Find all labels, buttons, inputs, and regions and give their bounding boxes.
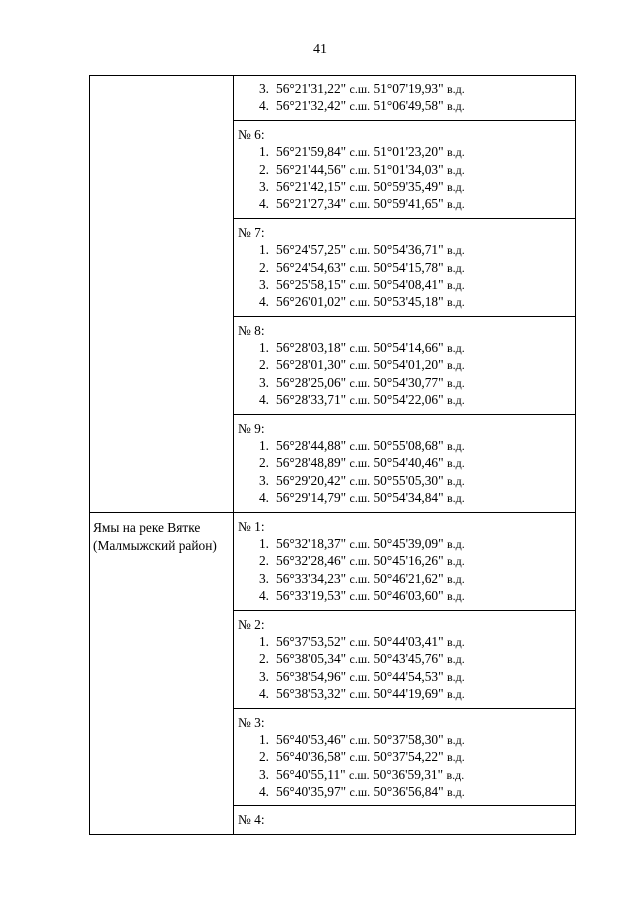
latitude-suffix: с.ш. — [349, 732, 371, 747]
longitude-value: 51°07'19,93" — [373, 81, 444, 96]
longitude-value: 51°06'49,58" — [373, 98, 444, 114]
coordinates-cell — [234, 708, 576, 806]
longitude-suffix: в.д. — [446, 145, 465, 160]
longitude-value: 50°54'36,71" — [373, 242, 444, 258]
coordinate-point — [238, 293, 575, 310]
longitude-suffix: в.д. — [446, 341, 465, 356]
longitude-value: 50°54'40,46" — [373, 455, 444, 471]
latitude-value: 56°40'53,46" — [276, 731, 347, 747]
longitude-suffix: в.д. — [446, 260, 465, 275]
latitude-value: 56°26'01,02" — [276, 294, 347, 310]
coordinate-point — [238, 731, 575, 748]
latitude-suffix: с.ш. — [349, 785, 371, 800]
point-coordinates — [276, 162, 465, 177]
coordinates-cell — [234, 512, 576, 610]
point-number: 2. — [258, 749, 269, 765]
latitude-suffix: с.ш. — [349, 767, 370, 782]
longitude-value: 50°45'39,09" — [373, 535, 444, 551]
point-coordinates — [276, 490, 465, 505]
point-number: 1. — [258, 535, 269, 551]
point-number: 4. — [258, 196, 269, 212]
latitude-value: 56°32'18,37" — [276, 535, 347, 551]
latitude-suffix: с.ш. — [349, 750, 371, 765]
coordinates-cell — [234, 218, 576, 316]
longitude-suffix: в.д. — [446, 652, 465, 667]
table-row — [90, 76, 576, 121]
coordinate-point — [238, 97, 575, 114]
coordinate-point — [238, 766, 575, 783]
longitude-suffix: в.д. — [446, 277, 465, 292]
latitude-value: 56°25'58,15" — [276, 276, 347, 292]
longitude-value: 50°37'54,22" — [373, 749, 444, 765]
point-number: 4. — [258, 294, 269, 310]
latitude-suffix: с.ш. — [349, 341, 371, 356]
point-number: 1. — [258, 144, 269, 160]
latitude-suffix: с.ш. — [349, 162, 371, 177]
longitude-value: 50°55'05,30" — [373, 472, 444, 488]
coordinate-point — [238, 80, 575, 97]
coordinate-point — [238, 748, 575, 765]
point-coordinates — [276, 571, 465, 586]
latitude-value: 56°40'35,97" — [276, 784, 347, 800]
latitude-value: 56°38'54,96" — [276, 668, 347, 684]
latitude-suffix: с.ш. — [349, 554, 371, 569]
longitude-suffix: в.д. — [446, 456, 465, 471]
point-coordinates — [276, 651, 465, 666]
point-coordinates — [276, 179, 465, 194]
coordinates-cell — [234, 610, 576, 708]
latitude-suffix: с.ш. — [349, 669, 371, 684]
point-coordinates — [276, 242, 465, 257]
latitude-value: 56°38'53,32" — [276, 686, 347, 702]
point-number: 4. — [258, 588, 269, 604]
latitude-suffix: с.ш. — [349, 375, 371, 390]
coordinates-cell — [234, 76, 576, 121]
point-number: 2. — [258, 455, 269, 471]
point-coordinates — [276, 277, 465, 292]
longitude-value: 50°46'03,60" — [373, 588, 444, 604]
longitude-value: 50°46'21,62" — [373, 570, 444, 586]
point-number: 1. — [258, 731, 269, 747]
longitude-suffix: в.д. — [446, 669, 465, 684]
latitude-suffix: с.ш. — [349, 393, 371, 408]
latitude-value: 56°28'03,18" — [276, 340, 347, 356]
longitude-value: 50°54'15,78" — [373, 259, 444, 275]
region-cell — [90, 76, 234, 513]
group-title: № 1: — [238, 518, 265, 534]
coordinates-cell — [234, 414, 576, 512]
latitude-suffix: с.ш. — [349, 145, 371, 160]
coordinate-point — [238, 374, 575, 391]
group-title: № 6: — [238, 126, 265, 142]
region-cell — [90, 512, 234, 834]
longitude-value: 50°54'22,06" — [373, 392, 444, 408]
group-title: № 2: — [238, 616, 265, 632]
point-coordinates — [276, 634, 465, 649]
latitude-value: 56°28'25,06" — [276, 374, 347, 390]
point-coordinates — [276, 553, 465, 568]
longitude-value: 50°53'45,18" — [373, 294, 444, 310]
coordinate-point — [238, 241, 575, 258]
latitude-suffix: с.ш. — [349, 358, 371, 373]
longitude-value: 50°54'30,77" — [373, 374, 444, 390]
longitude-value: 50°55'08,68" — [373, 438, 444, 454]
coordinate-point — [238, 472, 575, 489]
latitude-suffix: с.ш. — [349, 82, 371, 96]
point-number: 2. — [258, 357, 269, 373]
point-coordinates — [276, 686, 465, 701]
point-number: 4. — [258, 784, 269, 800]
coordinate-point — [238, 587, 575, 604]
longitude-value: 50°37'58,30" — [373, 731, 444, 747]
coordinates-cell — [234, 316, 576, 414]
coordinate-point — [238, 437, 575, 454]
longitude-value: 50°54'14,66" — [373, 340, 444, 356]
latitude-value: 56°24'57,25" — [276, 242, 347, 258]
latitude-suffix: с.ш. — [349, 99, 371, 114]
point-number: 3. — [258, 668, 269, 684]
coordinate-point — [238, 356, 575, 373]
point-number: 4. — [258, 490, 269, 506]
point-number: 1. — [258, 340, 269, 356]
latitude-value: 56°28'48,89" — [276, 455, 347, 471]
point-coordinates — [276, 375, 465, 390]
point-number: 3. — [258, 81, 269, 96]
group-title: № 4: — [238, 812, 265, 828]
latitude-value: 56°21'27,34" — [276, 196, 347, 212]
latitude-suffix: с.ш. — [349, 456, 371, 471]
longitude-suffix: в.д. — [446, 439, 465, 454]
coordinates-table — [89, 75, 576, 835]
latitude-suffix: с.ш. — [349, 634, 371, 649]
longitude-suffix: в.д. — [446, 243, 465, 258]
point-coordinates — [276, 749, 465, 764]
point-number: 3. — [258, 178, 269, 194]
longitude-suffix: в.д. — [446, 358, 465, 373]
group-title: № 3: — [238, 714, 265, 730]
latitude-suffix: с.ш. — [349, 536, 371, 551]
longitude-suffix: в.д. — [446, 179, 465, 194]
point-coordinates — [276, 536, 465, 551]
coordinate-point — [238, 195, 575, 212]
coordinate-point — [238, 783, 575, 800]
latitude-suffix: с.ш. — [349, 439, 371, 454]
coordinate-point — [238, 552, 575, 569]
point-coordinates — [276, 294, 465, 309]
latitude-suffix: с.ш. — [349, 243, 371, 258]
latitude-suffix: с.ш. — [349, 277, 371, 292]
coordinates-table-body — [90, 76, 576, 835]
latitude-value: 56°32'28,46" — [276, 553, 347, 569]
longitude-suffix: в.д. — [446, 295, 465, 310]
longitude-suffix: в.д. — [446, 785, 465, 800]
longitude-suffix: в.д. — [446, 634, 465, 649]
region-name: Ямы на реке Вятке (Малмыжский район) — [93, 519, 217, 553]
latitude-suffix: с.ш. — [349, 473, 371, 488]
longitude-suffix: в.д. — [446, 491, 465, 506]
page-number: 41 — [313, 42, 327, 57]
point-number: 3. — [258, 766, 269, 782]
point-number: 2. — [258, 259, 269, 275]
coordinate-point — [238, 454, 575, 471]
point-coordinates — [276, 588, 465, 603]
point-coordinates — [276, 196, 465, 211]
longitude-suffix: в.д. — [446, 687, 465, 702]
point-number: 2. — [258, 161, 269, 177]
point-number: 4. — [258, 392, 269, 408]
latitude-suffix: с.ш. — [349, 260, 371, 275]
longitude-value: 50°59'41,65" — [373, 196, 444, 212]
longitude-value: 50°43'45,76" — [373, 651, 444, 667]
coordinates-cell — [234, 806, 576, 834]
longitude-value: 50°59'35,49" — [373, 178, 444, 194]
latitude-value: 56°33'34,23" — [276, 570, 347, 586]
coordinate-point — [238, 650, 575, 667]
point-number: 1. — [258, 633, 269, 649]
longitude-suffix: в.д. — [446, 732, 465, 747]
longitude-suffix: в.д. — [446, 375, 465, 390]
latitude-value: 56°29'20,42" — [276, 472, 347, 488]
region-name — [90, 76, 233, 82]
longitude-suffix: в.д. — [446, 554, 465, 569]
longitude-value: 51°01'23,20" — [373, 144, 444, 160]
table-row — [90, 512, 576, 610]
longitude-value: 50°54'08,41" — [373, 276, 444, 292]
coordinate-point — [238, 668, 575, 685]
longitude-suffix: в.д. — [446, 473, 465, 488]
longitude-suffix: в.д. — [446, 393, 465, 408]
longitude-suffix: в.д. — [446, 99, 465, 114]
point-coordinates — [276, 260, 465, 275]
latitude-suffix: с.ш. — [349, 197, 371, 212]
coordinate-point — [238, 535, 575, 552]
latitude-value: 56°40'55,11" — [276, 766, 346, 782]
coordinate-point — [238, 276, 575, 293]
coordinate-point — [238, 339, 575, 356]
point-number: 1. — [258, 438, 269, 454]
point-coordinates — [276, 473, 465, 488]
point-number: 2. — [258, 651, 269, 667]
point-number: 4. — [258, 98, 269, 114]
latitude-value: 56°21'42,15" — [276, 178, 347, 194]
latitude-value: 56°21'44,56" — [276, 161, 347, 177]
point-number: 2. — [258, 553, 269, 569]
latitude-value: 56°29'14,79" — [276, 490, 347, 506]
coordinate-point — [238, 259, 575, 276]
latitude-suffix: с.ш. — [349, 687, 371, 702]
point-coordinates — [276, 767, 464, 782]
point-coordinates — [276, 98, 465, 113]
group-title: № 7: — [238, 224, 265, 240]
longitude-value: 50°54'34,84" — [373, 490, 444, 506]
coordinate-point — [238, 685, 575, 702]
latitude-suffix: с.ш. — [349, 571, 371, 586]
longitude-value: 51°01'34,03" — [373, 161, 444, 177]
longitude-suffix: в.д. — [446, 750, 465, 765]
latitude-suffix: с.ш. — [349, 179, 371, 194]
longitude-value: 50°44'54,53" — [373, 668, 444, 684]
longitude-suffix: в.д. — [446, 767, 465, 782]
latitude-value: 56°37'53,52" — [276, 633, 347, 649]
point-coordinates — [276, 357, 465, 372]
longitude-value: 50°36'56,84" — [373, 784, 444, 800]
coordinate-point — [238, 178, 575, 195]
latitude-value: 56°28'33,71" — [276, 392, 347, 408]
latitude-suffix: с.ш. — [349, 652, 371, 667]
point-number: 4. — [258, 686, 269, 702]
longitude-value: 50°44'03,41" — [373, 633, 444, 649]
longitude-suffix: в.д. — [446, 197, 465, 212]
point-coordinates — [276, 784, 465, 799]
latitude-value: 56°40'36,58" — [276, 749, 347, 765]
latitude-value: 56°21'32,42" — [276, 98, 347, 114]
longitude-value: 50°36'59,31" — [372, 766, 444, 782]
point-coordinates — [276, 392, 465, 407]
longitude-suffix: в.д. — [446, 589, 465, 604]
group-title: № 9: — [238, 420, 265, 436]
point-coordinates — [276, 455, 465, 470]
longitude-suffix: в.д. — [446, 82, 465, 96]
point-coordinates — [276, 438, 465, 453]
point-number: 1. — [258, 242, 269, 258]
latitude-value: 56°24'54,63" — [276, 259, 347, 275]
latitude-value: 56°21'59,84" — [276, 144, 347, 160]
coordinate-point — [238, 143, 575, 160]
coordinate-point — [238, 570, 575, 587]
longitude-suffix: в.д. — [446, 536, 465, 551]
latitude-value: 56°28'01,30" — [276, 357, 347, 373]
point-number: 3. — [258, 472, 269, 488]
latitude-suffix: с.ш. — [349, 589, 371, 604]
coordinate-point — [238, 161, 575, 178]
latitude-value: 56°38'05,34" — [276, 651, 347, 667]
point-coordinates — [276, 144, 465, 159]
point-coordinates — [276, 81, 465, 96]
longitude-suffix: в.д. — [446, 571, 465, 586]
point-coordinates — [276, 340, 465, 355]
latitude-suffix: с.ш. — [349, 491, 371, 506]
point-number: 3. — [258, 570, 269, 586]
point-coordinates — [276, 669, 465, 684]
coordinate-point — [238, 391, 575, 408]
coordinate-point — [238, 633, 575, 650]
latitude-value: 56°21'31,22" — [276, 81, 347, 96]
point-coordinates — [276, 732, 465, 747]
latitude-suffix: с.ш. — [349, 295, 371, 310]
longitude-value: 50°44'19,69" — [373, 686, 444, 702]
group-title: № 8: — [238, 322, 265, 338]
latitude-value: 56°33'19,53" — [276, 588, 347, 604]
latitude-value: 56°28'44,88" — [276, 438, 347, 454]
coordinates-cell — [234, 120, 576, 218]
longitude-value: 50°54'01,20" — [373, 357, 444, 373]
longitude-suffix: в.д. — [446, 162, 465, 177]
point-number: 3. — [258, 374, 269, 390]
coordinate-point — [238, 489, 575, 506]
longitude-value: 50°45'16,26" — [373, 553, 444, 569]
point-number: 3. — [258, 276, 269, 292]
